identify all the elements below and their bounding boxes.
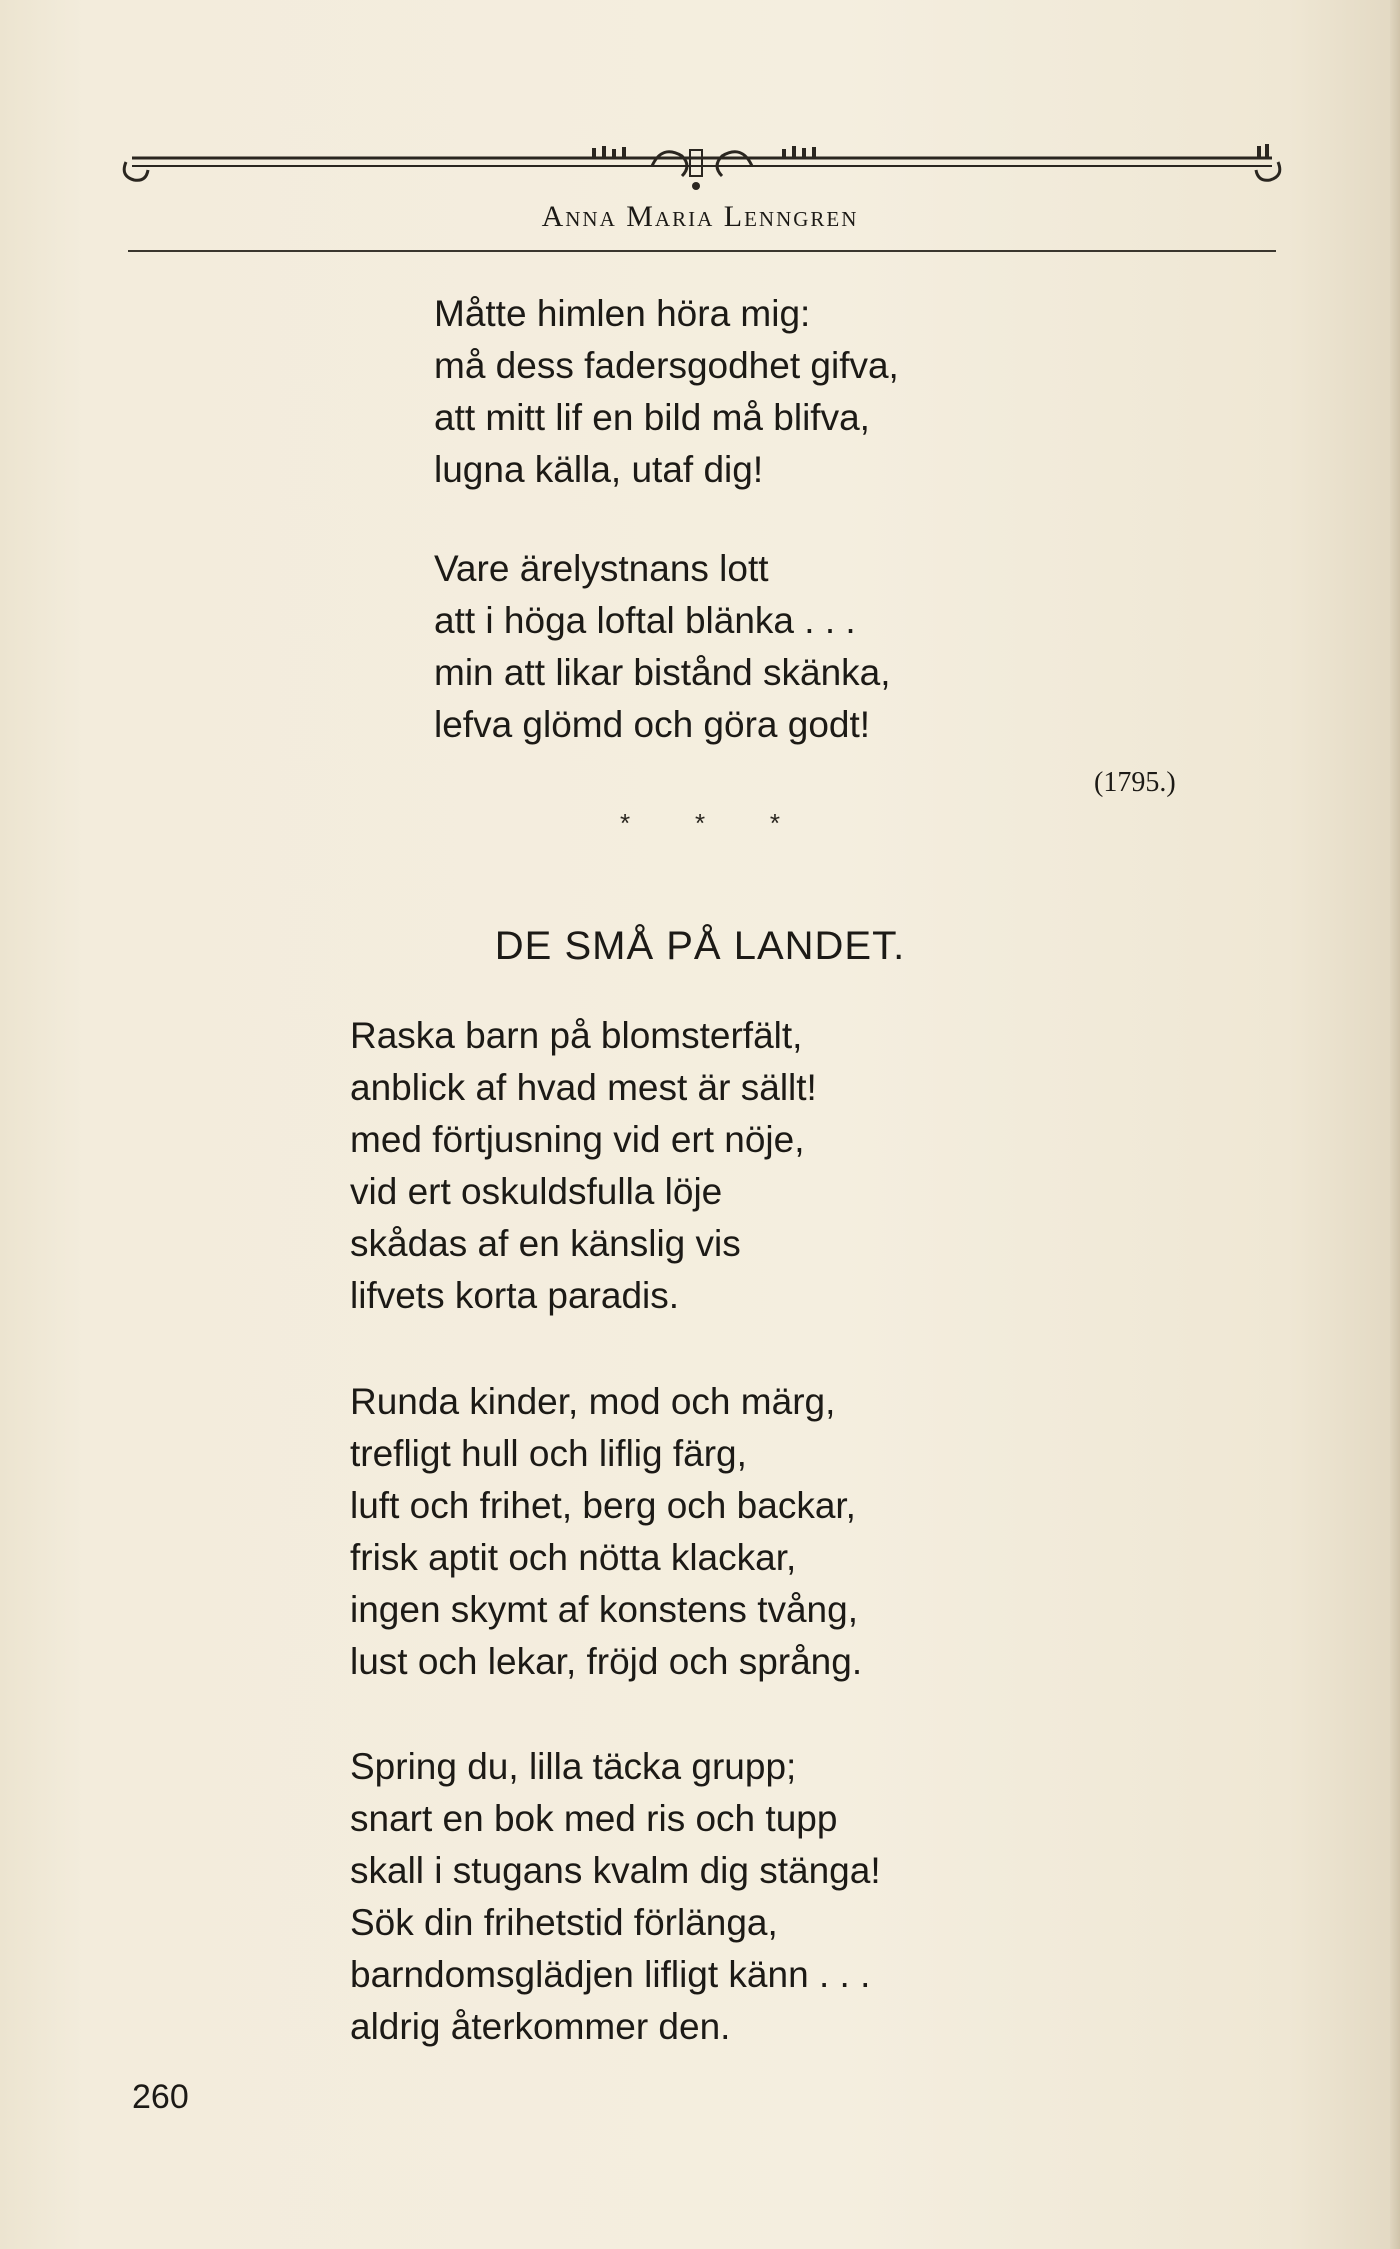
verse-line: trefligt hull och liflig färg, — [350, 1433, 747, 1474]
verse-line: lust och lekar, fröjd och språng. — [350, 1641, 863, 1682]
poem-stanza-1 — [350, 1010, 817, 1322]
header-rule — [128, 250, 1276, 252]
verse-line: med förtjusning vid ert nöje, — [350, 1119, 805, 1160]
poem-title: DE SMÅ PÅ LANDET. — [494, 924, 906, 968]
page-edge — [1390, 0, 1400, 2249]
verse-line: lifvets korta paradis. — [350, 1275, 680, 1316]
verse-line: skådas af en känslig vis — [350, 1223, 741, 1264]
verse-line: snart en bok med ris och tupp — [350, 1798, 838, 1839]
previous-poem-stanza-1 — [434, 288, 899, 496]
verse-line: att i höga loftal blänka . . . — [434, 600, 856, 641]
section-separator — [620, 808, 780, 839]
verse-line: att mitt lif en bild må blifva, — [434, 397, 870, 438]
verse-line: min att likar bistånd skänka, — [434, 652, 891, 693]
verse-line: vid ert oskuldsfulla löje — [350, 1171, 723, 1212]
poem-stanza-2 — [350, 1376, 862, 1688]
verse-line: luft och frihet, berg och backar, — [350, 1485, 856, 1526]
running-head: Anna Maria Lenngren — [541, 200, 859, 233]
verse-line: må dess fadersgodhet gifva, — [434, 345, 899, 386]
decorative-headpiece-icon — [122, 140, 1282, 200]
previous-poem-stanza-2 — [434, 543, 891, 751]
verse-line: frisk aptit och nötta klackar, — [350, 1537, 797, 1578]
verse-line: Måtte himlen höra mig: — [434, 293, 811, 334]
verse-line: Spring du, lilla täcka grupp; — [350, 1746, 797, 1787]
asterisk-icon: * — [620, 808, 631, 838]
verse-line: Runda kinder, mod och märg, — [350, 1381, 836, 1422]
verse-line: lefva glömd och göra godt! — [434, 704, 871, 745]
verse-line: skall i stugans kvalm dig stänga! — [350, 1850, 881, 1891]
verse-line: anblick af hvad mest är sällt! — [350, 1067, 817, 1108]
poem-date: (1795.) — [1094, 767, 1176, 798]
asterisk-icon: * — [769, 808, 780, 838]
asterisk-icon: * — [694, 808, 706, 838]
verse-line: ingen skymt af konstens tvång, — [350, 1589, 858, 1630]
page-number: 260 — [132, 2078, 189, 2116]
verse-line: Raska barn på blomsterfält, — [350, 1015, 803, 1056]
verse-line: aldrig återkommer den. — [350, 2006, 731, 2047]
verse-line: Sök din frihetstid förlänga, — [350, 1902, 778, 1943]
verse-line: lugna källa, utaf dig! — [434, 449, 764, 490]
verse-line: Vare ärelystnans lott — [434, 548, 769, 589]
poem-stanza-3 — [350, 1741, 881, 2053]
verse-line: barndomsglädjen lifligt känn . . . — [350, 1954, 871, 1995]
